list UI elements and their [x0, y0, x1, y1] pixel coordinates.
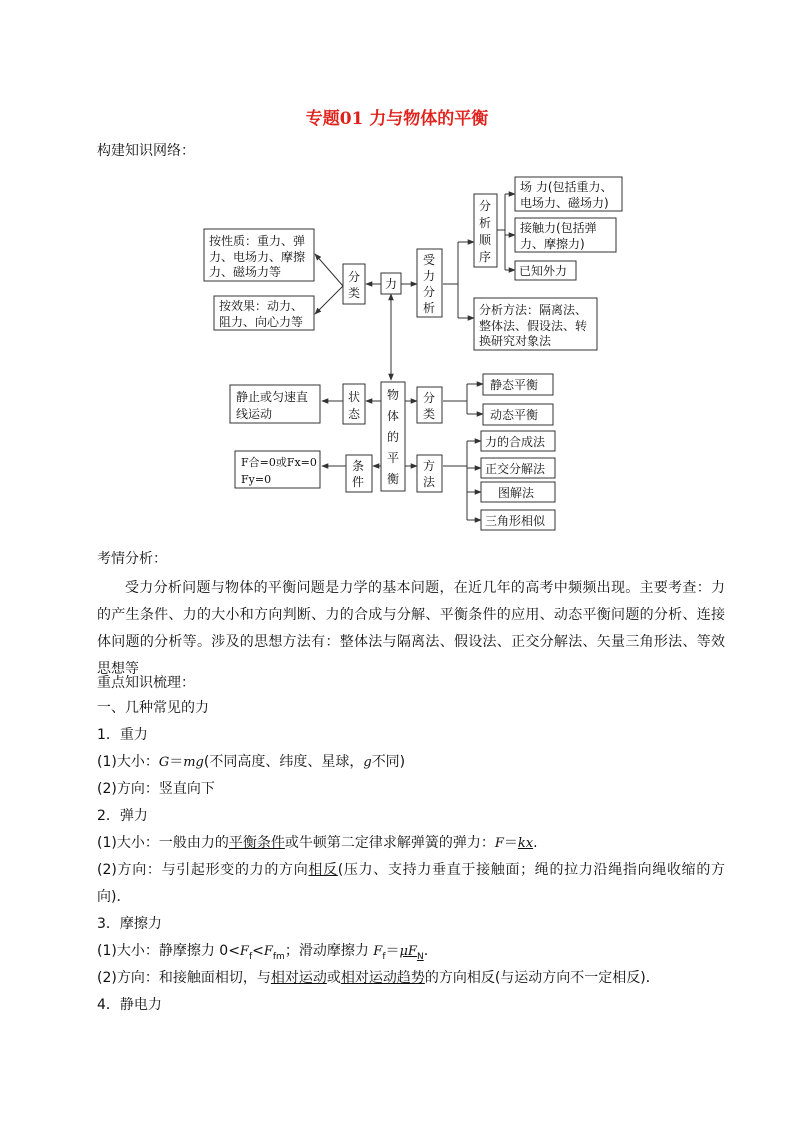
elastic-heading: 2．弹力	[97, 808, 148, 824]
box-analysis-method-line3: 换研究对象法	[479, 334, 552, 348]
network-label: 构建知识网络：	[97, 143, 195, 159]
friction-direction	[97, 968, 660, 988]
box-method	[417, 455, 442, 492]
friction-size-mid: ；滑动摩擦力	[284, 943, 374, 959]
box-graphic-label: 图解法	[498, 486, 535, 500]
box-condition	[346, 455, 372, 492]
box-field-force	[515, 177, 622, 211]
friction-symbol-f2: F	[373, 944, 383, 959]
friction-mu-fn: μF	[399, 944, 417, 959]
box-by-effect	[214, 296, 314, 330]
elastic-direction-prefix: (2)方向：与引起形变的力的方向	[97, 862, 309, 878]
elastic-size-prefix: (1)大小：一般由力的	[97, 835, 229, 851]
box-by-property-line2: 力、电场力、摩擦	[209, 250, 306, 264]
box-static-equilibrium-label: 静态平衡	[490, 378, 539, 392]
box-analysis-method	[474, 298, 597, 350]
gravity-size	[97, 752, 405, 773]
box-analysis-order-c4: 序	[479, 250, 492, 264]
box-equilibrium	[381, 382, 405, 491]
gravity-size-prefix: (1)大小：	[97, 754, 159, 770]
box-analysis-order-c1: 分	[479, 199, 492, 213]
box-graphic	[481, 482, 555, 502]
elastic-size-mid: 或牛顿第二定律求解弹簧的弹力：	[284, 835, 495, 851]
electrostatic-heading: 4．静电力	[97, 997, 162, 1013]
box-composition	[481, 431, 555, 451]
box-rest-or-uniform-line1: 静止或匀速直	[236, 390, 309, 404]
elastic-equals: ＝	[503, 835, 518, 851]
elastic-direction-opposite: 相反	[308, 862, 338, 878]
friction-equals: ＝	[385, 943, 400, 959]
friction-sub-fm: fm	[272, 951, 285, 962]
friction-relative-motion-trend: 相对运动趋势	[340, 970, 425, 986]
gravity-mg: mg	[183, 755, 204, 770]
elastic-size-end: .	[533, 835, 538, 851]
box-dynamic-equilibrium	[483, 404, 553, 425]
friction-less-than: <	[252, 943, 264, 959]
friction-direction-prefix: (2)方向：和接触面相切，与	[97, 970, 271, 986]
box-force-analysis	[417, 249, 442, 317]
box-classification	[343, 264, 365, 304]
box-condition-c1: 条	[352, 459, 365, 473]
gravity-heading: 1．重力	[97, 727, 148, 743]
elastic-symbol-f: F	[494, 836, 504, 851]
gravity-symbol-g: G	[158, 755, 170, 770]
box-force-analysis-c3: 分	[423, 285, 436, 299]
box-analysis-method-line2: 整体法、假设法、转	[479, 319, 588, 333]
elastic-balance-condition: 平衡条件	[228, 835, 285, 851]
gravity-note-g: g	[363, 755, 372, 770]
box-rest-or-uniform-line2: 线运动	[236, 407, 273, 421]
exam-analysis-text: 受力分析问题与物体的平衡问题是力学的基本问题，在近几年的高考中频频出现。主要考查：力的产生条件、力的大小和方向判断、力的合成与分解、平衡条件的应用、动态平衡问题的分析、连接体问题的分析等。涉及的思想方法有：整体法与隔离法、假设法、正交分解法、矢量三角形法、等效思想等	[97, 580, 725, 677]
box-by-effect-line2: 阻力、向心力等	[219, 315, 304, 329]
box-orthogonal	[481, 458, 555, 478]
elastic-kx: kx	[517, 836, 534, 851]
box-by-property-line3: 力、磁场力等	[209, 265, 282, 279]
box-equilibrium-c4: 平	[387, 451, 400, 465]
box-by-property	[204, 229, 314, 281]
gravity-note-a: (不同高度、纬度、星球，	[203, 754, 364, 770]
box-field-force-line2: 电场力、磁场力)	[520, 196, 609, 210]
box-classification-2	[417, 387, 442, 423]
box-state-c1: 状	[348, 390, 361, 404]
box-method-c1: 方	[423, 459, 436, 473]
key-points-label: 重点知识梳理：	[97, 675, 195, 691]
friction-size-end: .	[423, 943, 429, 959]
box-classification-2-c1: 分	[423, 391, 436, 405]
box-force-analysis-c1: 受	[423, 253, 436, 267]
friction-sub-f2: f	[382, 951, 386, 962]
box-contact-force	[515, 218, 616, 252]
box-composition-label: 力的合成法	[485, 435, 546, 449]
box-classification-2-c2: 类	[423, 407, 436, 421]
box-state	[343, 384, 365, 424]
box-similar-triangle-label: 三角形相似	[485, 514, 546, 528]
knowledge-network-diagram	[0, 0, 794, 560]
box-force-label: 力	[385, 277, 398, 291]
box-equilibrium-c5: 衡	[387, 472, 400, 486]
section-common-forces: 一、几种常见的力	[97, 700, 209, 716]
gravity-direction	[97, 779, 215, 799]
box-analysis-order	[474, 194, 497, 267]
box-dynamic-equilibrium-label: 动态平衡	[490, 408, 539, 422]
box-analysis-order-c2: 析	[479, 216, 492, 230]
friction-sub-n: N	[416, 951, 424, 962]
box-known-force	[515, 261, 576, 280]
box-equilibrium-c3: 的	[387, 430, 400, 444]
elastic-direction	[97, 857, 725, 911]
friction-heading: 3．摩擦力	[97, 916, 162, 932]
friction-size-prefix: (1)大小：静摩擦力 0<	[97, 943, 240, 959]
friction-size	[97, 941, 428, 967]
gravity-equals: ＝	[169, 754, 184, 770]
friction-sub-f: f	[248, 951, 253, 962]
gravity-direction-prefix: (2)方向：	[97, 781, 159, 797]
friction-relative-motion: 相对运动	[270, 970, 327, 986]
box-field-force-line1: 场 力(包括重力、	[520, 180, 613, 194]
box-analysis-order-c3: 顺	[479, 233, 492, 247]
box-by-effect-line1: 按效果：动力、	[219, 299, 304, 313]
box-state-c2: 态	[348, 407, 361, 421]
box-contact-force-line2: 力、摩擦力)	[520, 237, 585, 251]
box-force-analysis-c2: 力	[423, 269, 436, 283]
box-contact-force-line1: 接触力(包括弹	[520, 221, 597, 235]
box-equilibrium-c2: 体	[387, 409, 400, 423]
box-classification-c2: 类	[348, 286, 361, 300]
box-orthogonal-label: 正交分解法	[485, 462, 546, 476]
box-condition-c2: 件	[352, 475, 365, 489]
box-condition-value	[235, 451, 320, 488]
elastic-direction-rest: (压力、支持力垂直于接触面；绳的拉力沿绳指向绳收缩的方向)．	[97, 862, 726, 905]
box-similar-triangle	[481, 510, 555, 530]
box-condition-value-line2: Fy=0	[241, 473, 272, 486]
box-method-c2: 法	[423, 475, 436, 489]
friction-or: 或	[326, 970, 341, 986]
box-force-analysis-c4: 析	[423, 301, 436, 315]
box-classification-c1: 分	[348, 270, 361, 284]
box-rest-or-uniform	[230, 385, 320, 423]
friction-direction-rest: 的方向相反(与运动方向不一定相反)．	[424, 970, 660, 986]
box-static-equilibrium	[483, 374, 553, 395]
elastic-size	[97, 833, 538, 854]
friction-symbol-f: F	[239, 944, 249, 959]
gravity-note-b: 不同)	[371, 754, 406, 770]
box-condition-value-line1: F合=0或Fx=0	[241, 456, 317, 469]
box-by-property-line1: 按性质：重力、弹	[209, 234, 306, 248]
box-equilibrium-c1: 物	[387, 388, 400, 402]
exam-analysis-label: 考情分析：	[97, 551, 167, 567]
friction-symbol-fm: F	[263, 944, 273, 959]
box-analysis-method-line1: 分析方法：隔离法、	[479, 303, 588, 317]
gravity-direction-text: 竖直向下	[158, 781, 215, 797]
page-title: 专题01 力与物体的平衡	[305, 109, 489, 129]
box-force	[381, 273, 401, 294]
box-known-force-label: 已知外力	[519, 264, 568, 278]
